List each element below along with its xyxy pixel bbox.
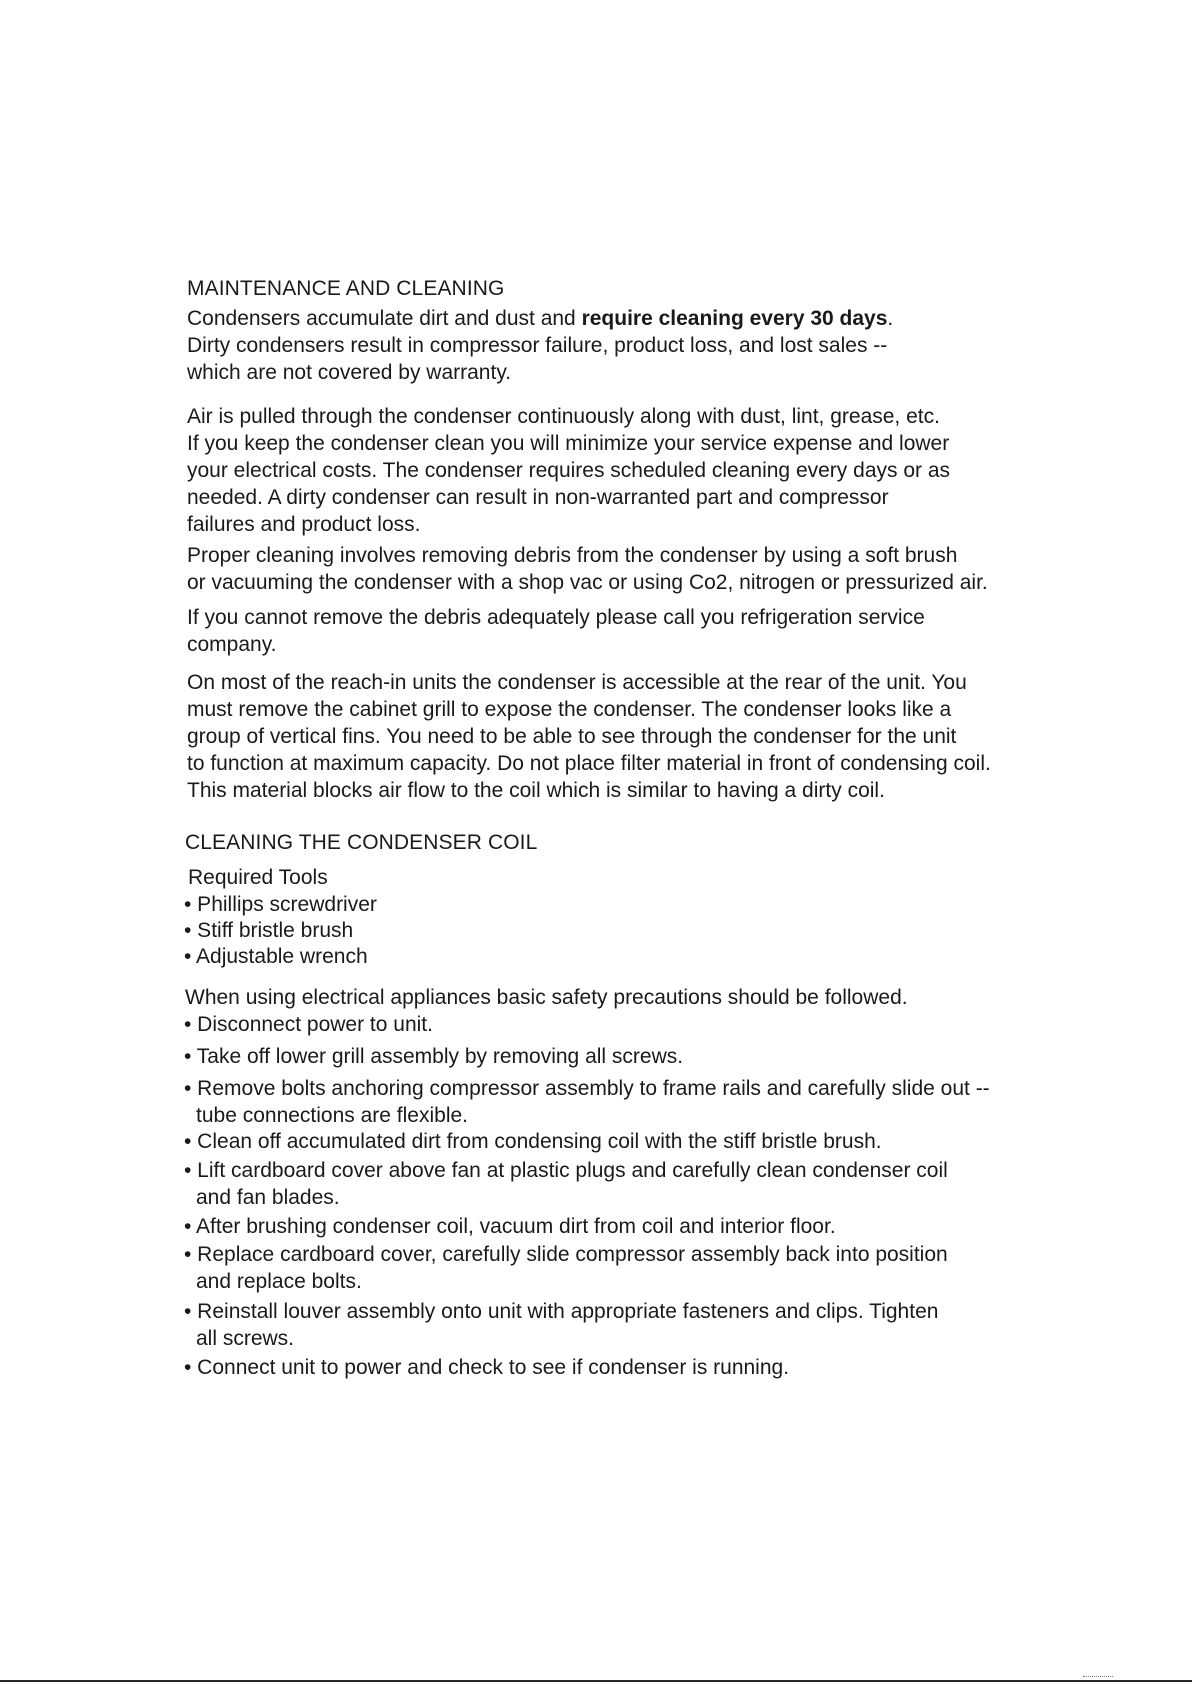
paragraph-line: group of vertical fins. You need to be able to see through the condenser for the unit [187,725,957,748]
step-text: • Clean off accumulated dirt from condensing coil with the stiff bristle brush. [184,1130,882,1153]
safety-statement: When using electrical appliances basic safety precautions should be followed. [185,986,908,1009]
paragraph-line: must remove the cabinet grill to expose the condenser. The condenser looks like a [187,698,952,721]
paragraph-line: company. [187,633,277,656]
paragraph-line: your electrical costs. The condenser requires scheduled cleaning every days or as [187,459,951,482]
paragraph-line: This material blocks air flow to the coil which is similar to having a dirty coil. [187,779,885,802]
paragraph-line: Air is pulled through the condenser continuously along with dust, lint, grease, etc. [187,405,940,428]
step-item [184,1298,938,1352]
step-text: • Disconnect power to unit. [184,1013,433,1036]
intro-period: . [887,307,894,330]
step-item [184,1241,948,1295]
paragraph-line: needed. A dirty condenser can result in non-warranted part and compressor [187,486,889,509]
tool-item: • Phillips screwdriver [184,893,377,916]
intro-line-1 [187,305,893,332]
corner-mark [1083,1676,1113,1679]
service-call-paragraph [187,604,925,658]
intro-paragraph [187,305,893,386]
step-text: • After brushing condenser coil, vacuum dirt from coil and interior floor. [184,1215,836,1238]
intro-line-3: which are not covered by warranty. [187,361,512,384]
intro-line-2: Dirty condensers result in compressor failure, product loss, and lost sales -- [187,334,888,357]
step-text: • Lift cardboard cover above fan at plastic plugs and carefully clean condenser coil [184,1159,948,1182]
tools-list [184,892,377,970]
paragraph-line: If you cannot remove the debris adequately please call you refrigeration service [187,606,925,629]
air-flow-paragraph [187,403,950,538]
step-item [184,1075,990,1129]
step-continuation: tube connections are flexible. [196,1104,469,1127]
tool-item: • Stiff bristle brush [184,919,354,942]
paragraph-line: or vacuuming the condenser with a shop vac or using Co2, nitrogen or pressurized air. [187,571,988,594]
step-text: • Remove bolts anchoring compressor assembly to frame rails and carefully slide out -- [184,1077,990,1100]
proper-cleaning-paragraph [187,542,988,596]
step-text: • Take off lower grill assembly by removing all screws. [184,1045,684,1068]
step-item [184,1011,433,1038]
section-title-maintenance: MAINTENANCE AND CLEANING [187,277,505,300]
cleaning-interval-emphasis: require cleaning every 30 days [581,307,888,330]
condenser-access-paragraph [187,669,991,804]
step-text: • Connect unit to power and check to see if condenser is running. [184,1356,790,1379]
paragraph-line: On most of the reach-in units the condenser is accessible at the rear of the unit. You [187,671,967,694]
step-item [184,1354,789,1381]
step-continuation: and replace bolts. [196,1270,362,1293]
required-tools-title: Required Tools [188,866,328,889]
step-continuation: all screws. [196,1327,295,1350]
step-item [184,1213,836,1240]
paragraph-line: to function at maximum capacity. Do not place filter material in front of condensing coil. [187,752,991,775]
step-continuation: and fan blades. [196,1186,340,1209]
intro-text: Condensers accumulate dirt and dust and [187,307,582,330]
step-item [184,1128,882,1155]
paragraph-line: Proper cleaning involves removing debris from the condenser by using a soft brush [187,544,958,567]
paragraph-line: failures and product loss. [187,513,421,536]
tool-item: • Adjustable wrench [184,945,368,968]
section-title-cleaning-coil: CLEANING THE CONDENSER COIL [185,831,538,854]
page-bottom-rule [0,1680,1192,1682]
step-item [184,1043,683,1070]
step-text: • Replace cardboard cover, carefully slide compressor assembly back into position [184,1243,948,1266]
step-text: • Reinstall louver assembly onto unit with appropriate fasteners and clips. Tighten [184,1300,939,1323]
paragraph-line: If you keep the condenser clean you will minimize your service expense and lower [187,432,950,455]
step-item [184,1157,948,1211]
